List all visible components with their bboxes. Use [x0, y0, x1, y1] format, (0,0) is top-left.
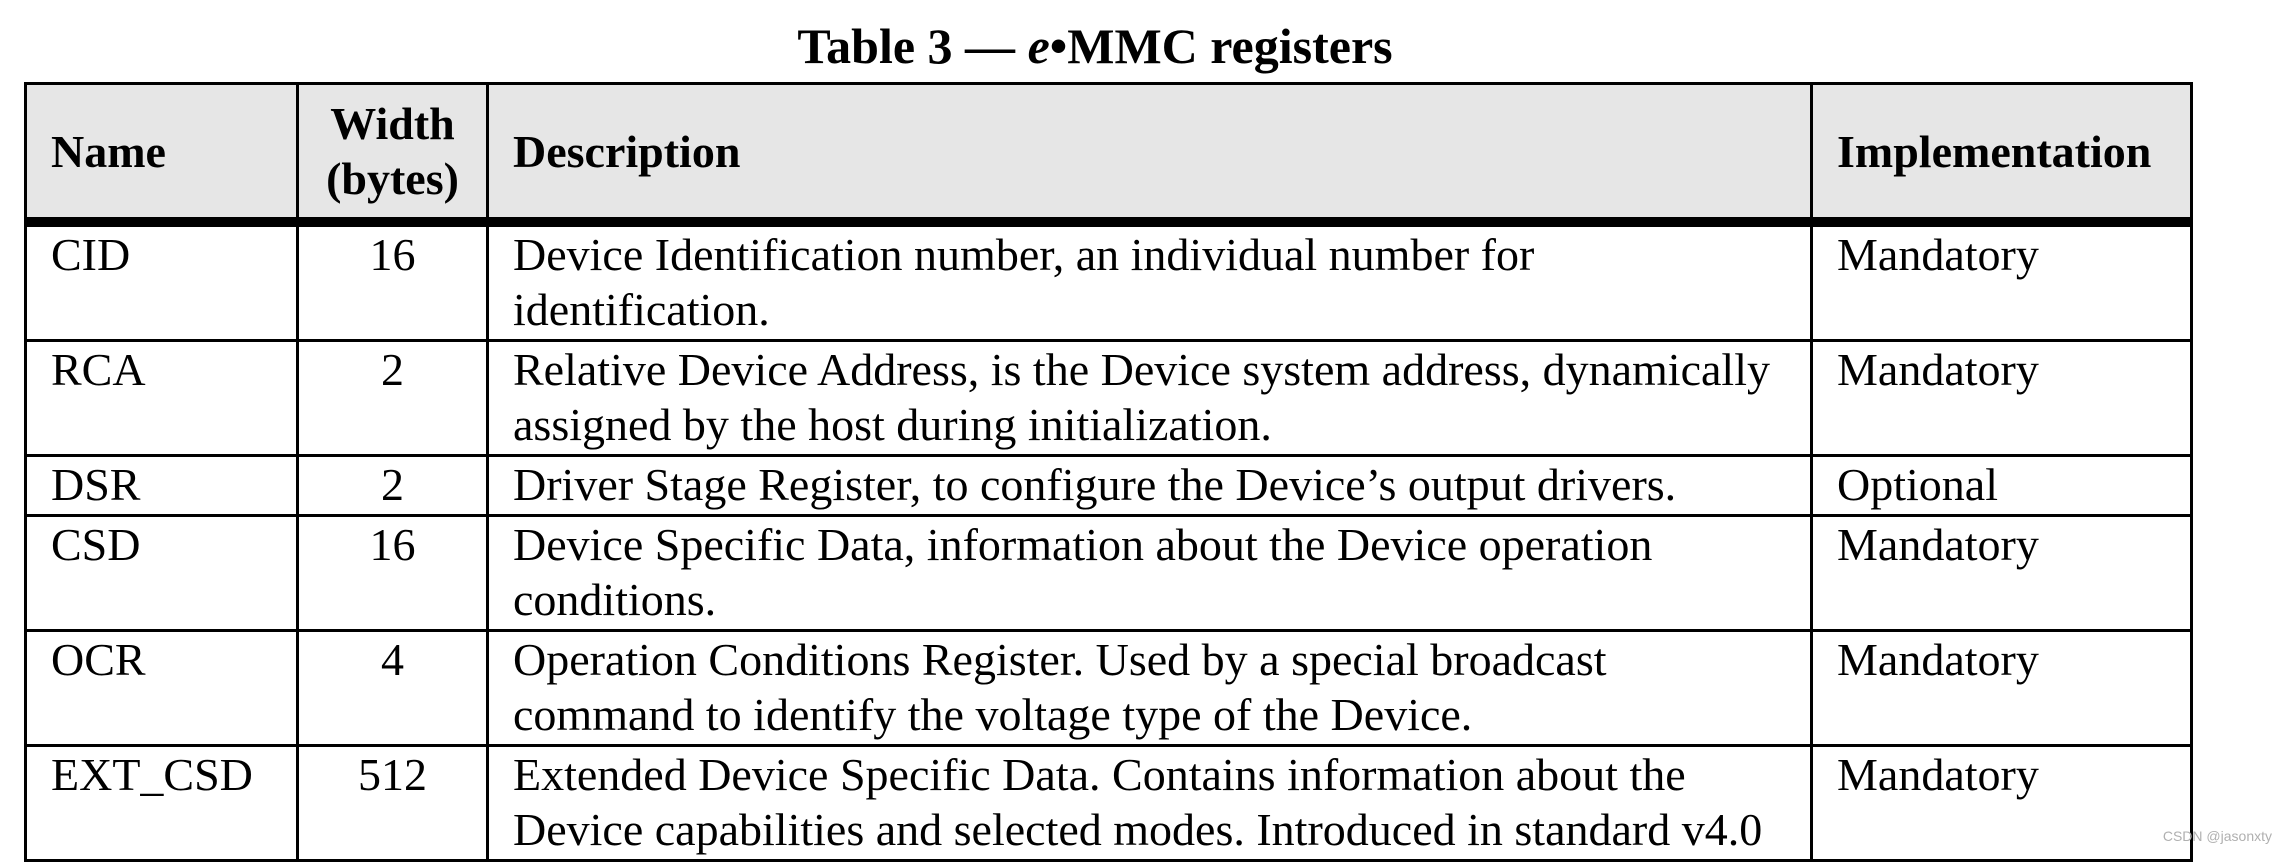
- table-row: [26, 516, 2192, 631]
- table-row: [26, 222, 2192, 341]
- cell-description: Extended Device Specific Data. Contains information about the Device capabilities and selected modes. Introduced in standard v4.0: [488, 746, 1812, 861]
- cell-description: Device Identification number, an individual number for identification.: [488, 222, 1812, 341]
- cell-width: 2: [298, 456, 488, 516]
- table-title: [0, 18, 2190, 76]
- title-italic-e: e: [1027, 18, 1050, 74]
- table-row: [26, 631, 2192, 746]
- cell-name: CID: [26, 222, 298, 341]
- cell-width: 16: [298, 222, 488, 341]
- cell-name: OCR: [26, 631, 298, 746]
- cell-width: 512: [298, 746, 488, 861]
- table-row: [26, 456, 2192, 516]
- cell-description: Relative Device Address, is the Device system address, dynamically assigned by the host during initialization.: [488, 341, 1812, 456]
- cell-description: Driver Stage Register, to configure the Device’s output drivers.: [488, 456, 1812, 516]
- header-row: [26, 84, 2192, 223]
- cell-name: DSR: [26, 456, 298, 516]
- cell-implementation: Mandatory: [1812, 341, 2192, 456]
- cell-width: 16: [298, 516, 488, 631]
- cell-name: EXT_CSD: [26, 746, 298, 861]
- cell-implementation: Mandatory: [1812, 746, 2192, 861]
- cell-implementation: Optional: [1812, 456, 2192, 516]
- cell-name: RCA: [26, 341, 298, 456]
- cell-implementation: Mandatory: [1812, 222, 2192, 341]
- table-row: [26, 341, 2192, 456]
- header-width: Width (bytes): [298, 84, 488, 223]
- title-prefix: Table 3 —: [797, 18, 1028, 74]
- registers-table: [24, 82, 2193, 862]
- header-name: Name: [26, 84, 298, 223]
- cell-implementation: Mandatory: [1812, 516, 2192, 631]
- cell-description: Device Specific Data, information about the Device operation conditions.: [488, 516, 1812, 631]
- table-row: [26, 746, 2192, 861]
- cell-width: 2: [298, 341, 488, 456]
- title-suffix: •MMC registers: [1049, 18, 1393, 74]
- cell-width: 4: [298, 631, 488, 746]
- header-implementation: Implementation: [1812, 84, 2192, 223]
- header-description: Description: [488, 84, 1812, 223]
- watermark: CSDN @jasonxty: [2162, 828, 2272, 844]
- cell-name: CSD: [26, 516, 298, 631]
- cell-description: Operation Conditions Register. Used by a special broadcast command to identify the voltage type of the Device.: [488, 631, 1812, 746]
- cell-implementation: Mandatory: [1812, 631, 2192, 746]
